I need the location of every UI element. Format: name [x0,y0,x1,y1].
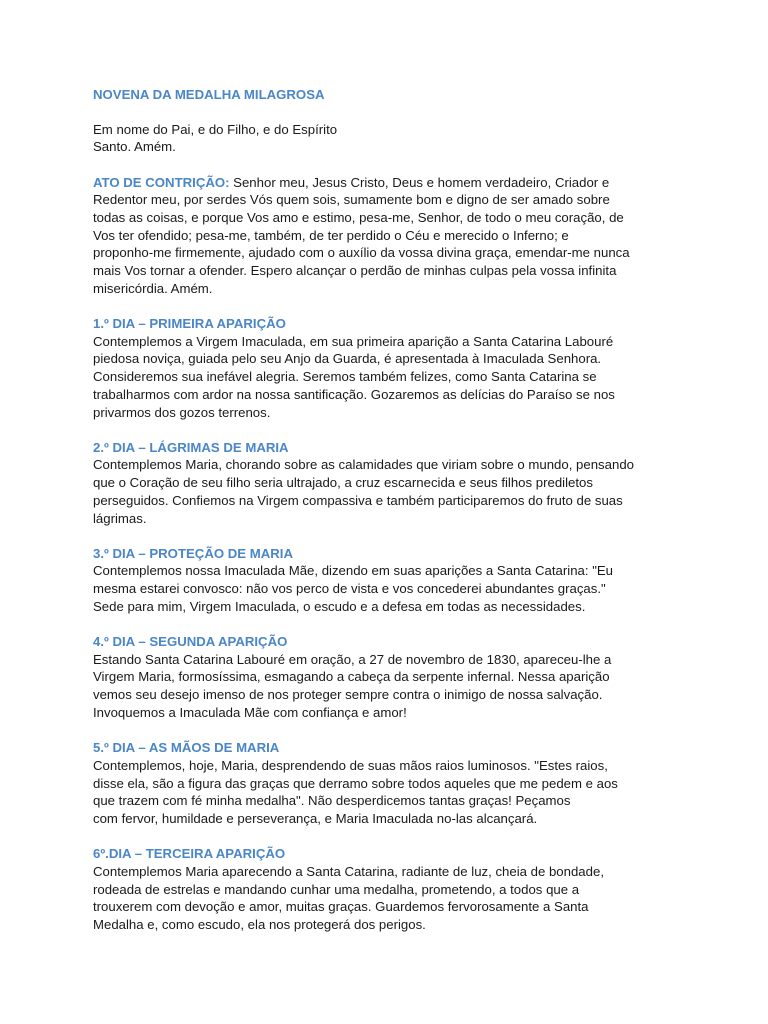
day-3-line: mesma estarei convosco: não vos perco de vista e vos concederei abundantes graças." [93,581,606,597]
day-6-line: trouxerem com devoção e amor, muitas graças. Guardemos fervorosamente a Santa [93,899,589,915]
day-5-section [93,739,683,828]
opening-line: Em nome do Pai, e do Filho, e do Espírito [93,121,338,137]
day-1-line: privarmos dos gozos terrenos. [93,404,271,420]
contrition-first-line [93,174,683,192]
day-6-line: rodeada de estrelas e mandando cunhar uma medalha, prometendo, a todos que a [93,881,580,897]
day-4-line: Estando Santa Catarina Labouré em oração, a 27 de novembro de 1830, apareceu-lhe a [93,651,612,667]
day-6-line: Contemplemos Maria aparecendo a Santa Catarina, radiante de luz, cheia de bondade, [93,863,604,879]
day-2-line: lágrimas. [93,510,147,526]
day-5-heading: 5.º DIA – AS MÃOS DE MARIA [93,740,280,756]
day-3-heading: 3.º DIA – PROTEÇÃO DE MARIA [93,545,293,561]
day-3-line: Contemplemos nossa Imaculada Mãe, dizendo em suas aparições a Santa Catarina: "Eu [93,563,614,579]
contrition-line: todas as coisas, e porque Vos amo e estimo, pesa-me, Senhor, de todo o meu coração, de [93,210,624,226]
contrition-section [93,174,683,298]
contrition-line: misericórdia. Amém. [93,280,213,296]
day-6-heading: 6º.DIA – TERCEIRA APARIÇÃO [93,846,286,862]
contrition-line: Vos ter ofendido; pesa-me, também, de ter perdido o Céu e merecido o Inferno; e [93,227,569,243]
day-6-section [93,845,683,934]
day-5-line: disse ela, são a figura das graças que derramo sobre todos aqueles que me pedem e aos [93,775,618,791]
day-1-heading: 1.º DIA – PRIMEIRA APARIÇÃO [93,316,286,332]
day-5-line: que trazem com fé minha medalha". Não desperdicemos tantas graças! Peçamos [93,793,571,809]
day-2-line: que o Coração de seu filho seria ultrajado, a cruz escarnecida e seus filhos prediletos [93,475,593,491]
contrition-line: Redentor meu, por serdes Vós quem sois, sumamente bom e digno de ser amado sobre [93,192,610,208]
contrition-line: mais Vos tornar a ofender. Espero alcançar o perdão de minhas culpas pela vossa infinita [93,263,617,279]
day-4-line: Invoquemos a Imaculada Mãe com confiança e amor! [93,704,407,720]
day-4-heading: 4.º DIA – SEGUNDA APARIÇÃO [93,634,288,650]
day-4-line: Virgem Maria, formosíssima, esmagando a cabeça da serpente infernal. Nessa aparição [93,669,610,685]
opening-line: Santo. Amém. [93,139,176,155]
day-2-heading: 2.º DIA – LÁGRIMAS DE MARIA [93,439,289,455]
contrition-text: Senhor meu, Jesus Cristo, Deus e homem verdadeiro, Criador e [229,174,610,190]
day-5-line: Contemplemos, hoje, Maria, desprendendo de suas mãos raios luminosos. "Estes raios, [93,757,608,773]
document-title: NOVENA DA MEDALHA MILAGROSA [93,87,325,102]
day-5-line: com fervor, humildade e perseverança, e Maria Imaculada no-las alcançará. [93,810,538,826]
day-1-line: piedosa noviça, guiada pelo seu Anjo da Guarda, é apresentada à Imaculada Senhora. [93,351,602,367]
document-page [93,86,683,951]
contrition-line: proponho-me firmemente, ajudado com o auxílio da vossa divina graça, emendar-me nunca [93,245,630,261]
day-2-line: perseguidos. Confiemos na Virgem compassiva e também participaremos do fruto de suas [93,492,623,508]
day-1-section [93,315,683,421]
day-4-line: vemos seu desejo imenso de nos proteger sempre contra o inimigo de nossa salvação. [93,687,603,703]
opening-prayer [93,121,683,156]
day-1-line: Consideremos sua inefável alegria. Seremos também felizes, como Santa Catarina se [93,369,597,385]
day-3-section [93,545,683,616]
day-2-section [93,439,683,528]
day-3-line: Sede para mim, Virgem Imaculada, o escudo e a defesa em todas as necessidades. [93,598,586,614]
day-2-line: Contemplemos Maria, chorando sobre as calamidades que viriam sobre o mundo, pensando [93,457,634,473]
day-4-section [93,633,683,722]
contrition-heading: ATO DE CONTRIÇÃO: [93,174,230,190]
day-1-line: trabalharmos com ardor na nossa santificação. Gozaremos as delícias do Paraíso se nos [93,386,615,402]
day-1-line: Contemplemos a Virgem Imaculada, em sua primeira aparição a Santa Catarina Labouré [93,333,614,349]
day-6-line: Medalha e, como escudo, ela nos protegerá dos perigos. [93,916,426,932]
